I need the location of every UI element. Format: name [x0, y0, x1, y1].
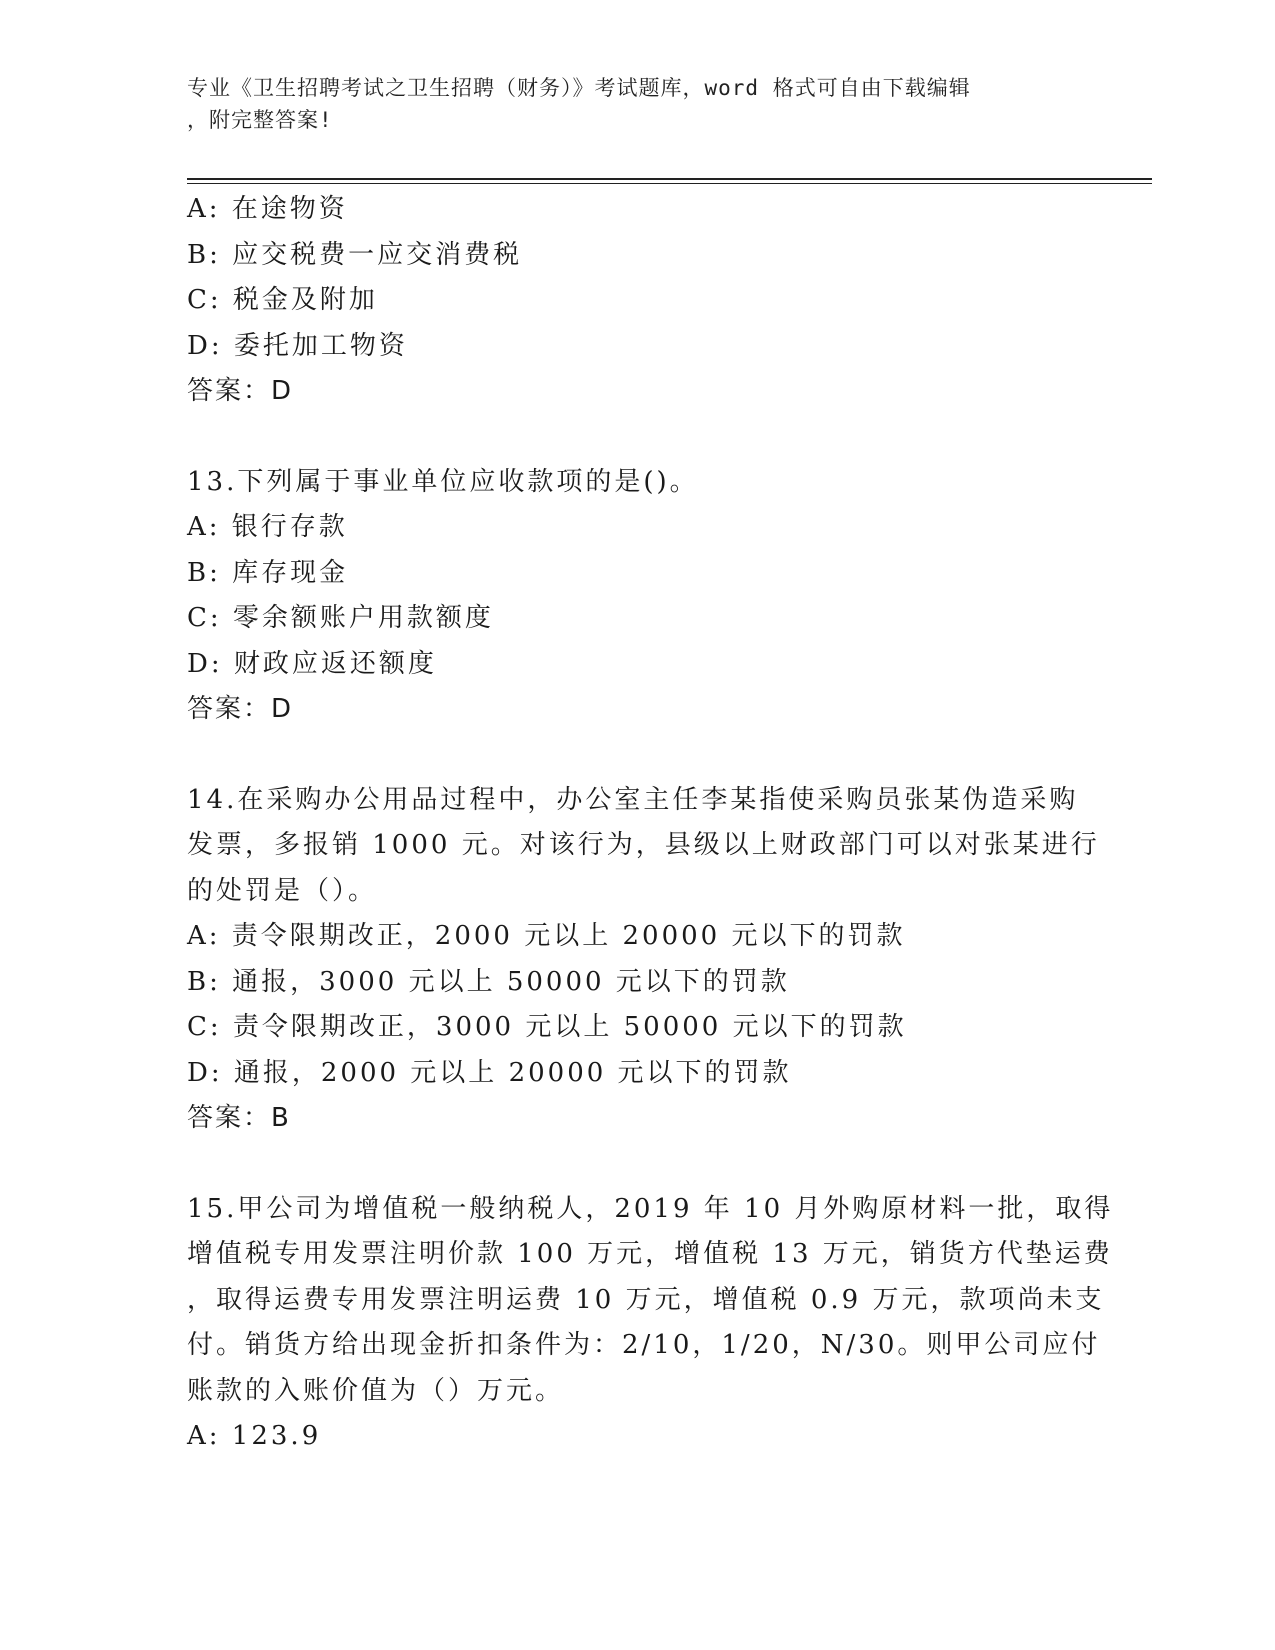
answer-label: 答案：B — [187, 1103, 291, 1133]
option-d: D: 通报，2000 元以上 20000 元以下的罚款 — [187, 1057, 792, 1088]
question-stem-line-3: ，取得运费专用发票注明运费 10 万元，增值税 0.9 万元，款项尚未支 — [187, 1284, 1105, 1315]
question-14 — [187, 778, 1100, 1142]
option-b: B: 应交税费一应交消费税 — [187, 239, 523, 270]
question-12 — [187, 187, 1087, 415]
option-d: D: 财政应返还额度 — [187, 648, 437, 679]
question-stem-line-4: 付。销货方给出现金折扣条件为：2/10，1/20，N/30。则甲公司应付 — [187, 1330, 1101, 1360]
header-title-line-1: 专业《卫生招聘考试之卫生招聘（财务）》考试题库，word 格式可自由下载编辑 — [187, 76, 971, 100]
answer-label: 答案：D — [187, 694, 294, 724]
header-divider-thin — [187, 183, 1152, 184]
question-stem-line-1: 14.在采购办公用品过程中，办公室主任李某指使采购员张某伪造采购 — [187, 784, 1079, 815]
option-d: D: 委托加工物资 — [187, 330, 408, 361]
option-b: B: 库存现金 — [187, 557, 349, 588]
question-stem: 13.下列属于事业单位应收款项的是()。 — [187, 466, 699, 497]
option-c: C: 零余额账户用款额度 — [187, 603, 494, 633]
question-stem-line-2: 增值税专用发票注明价款 100 万元，增值税 13 万元，销货方代垫运费 — [187, 1239, 1113, 1269]
document-header — [187, 72, 1087, 136]
question-stem-line-2: 发票，多报销 1000 元。对该行为，县级以上财政部门可以对张某进行 — [187, 830, 1100, 860]
option-c: C: 税金及附加 — [187, 285, 378, 315]
answer-label: 答案：D — [187, 376, 294, 406]
question-13 — [187, 460, 1087, 733]
option-b: B: 通报，3000 元以上 50000 元以下的罚款 — [187, 966, 790, 997]
header-divider-thick — [187, 178, 1152, 180]
option-a: A: 在途物资 — [187, 194, 348, 224]
option-a: A: 银行存款 — [187, 512, 348, 542]
question-content — [187, 187, 1114, 1460]
header-title-line-2: ，附完整答案! — [187, 108, 333, 132]
option-a: A: 123.9 — [187, 1421, 322, 1451]
question-stem-line-5: 账款的入账价值为（）万元。 — [187, 1375, 565, 1406]
question-15 — [187, 1187, 1114, 1460]
question-stem-line-3: 的处罚是（）。 — [187, 875, 378, 906]
option-c: C: 责令限期改正，3000 元以上 50000 元以下的罚款 — [187, 1012, 907, 1042]
question-stem-line-1: 15.甲公司为增值税一般纳税人，2019 年 10 月外购原材料一批，取得 — [187, 1193, 1114, 1224]
option-a: A: 责令限期改正，2000 元以上 20000 元以下的罚款 — [187, 921, 906, 951]
